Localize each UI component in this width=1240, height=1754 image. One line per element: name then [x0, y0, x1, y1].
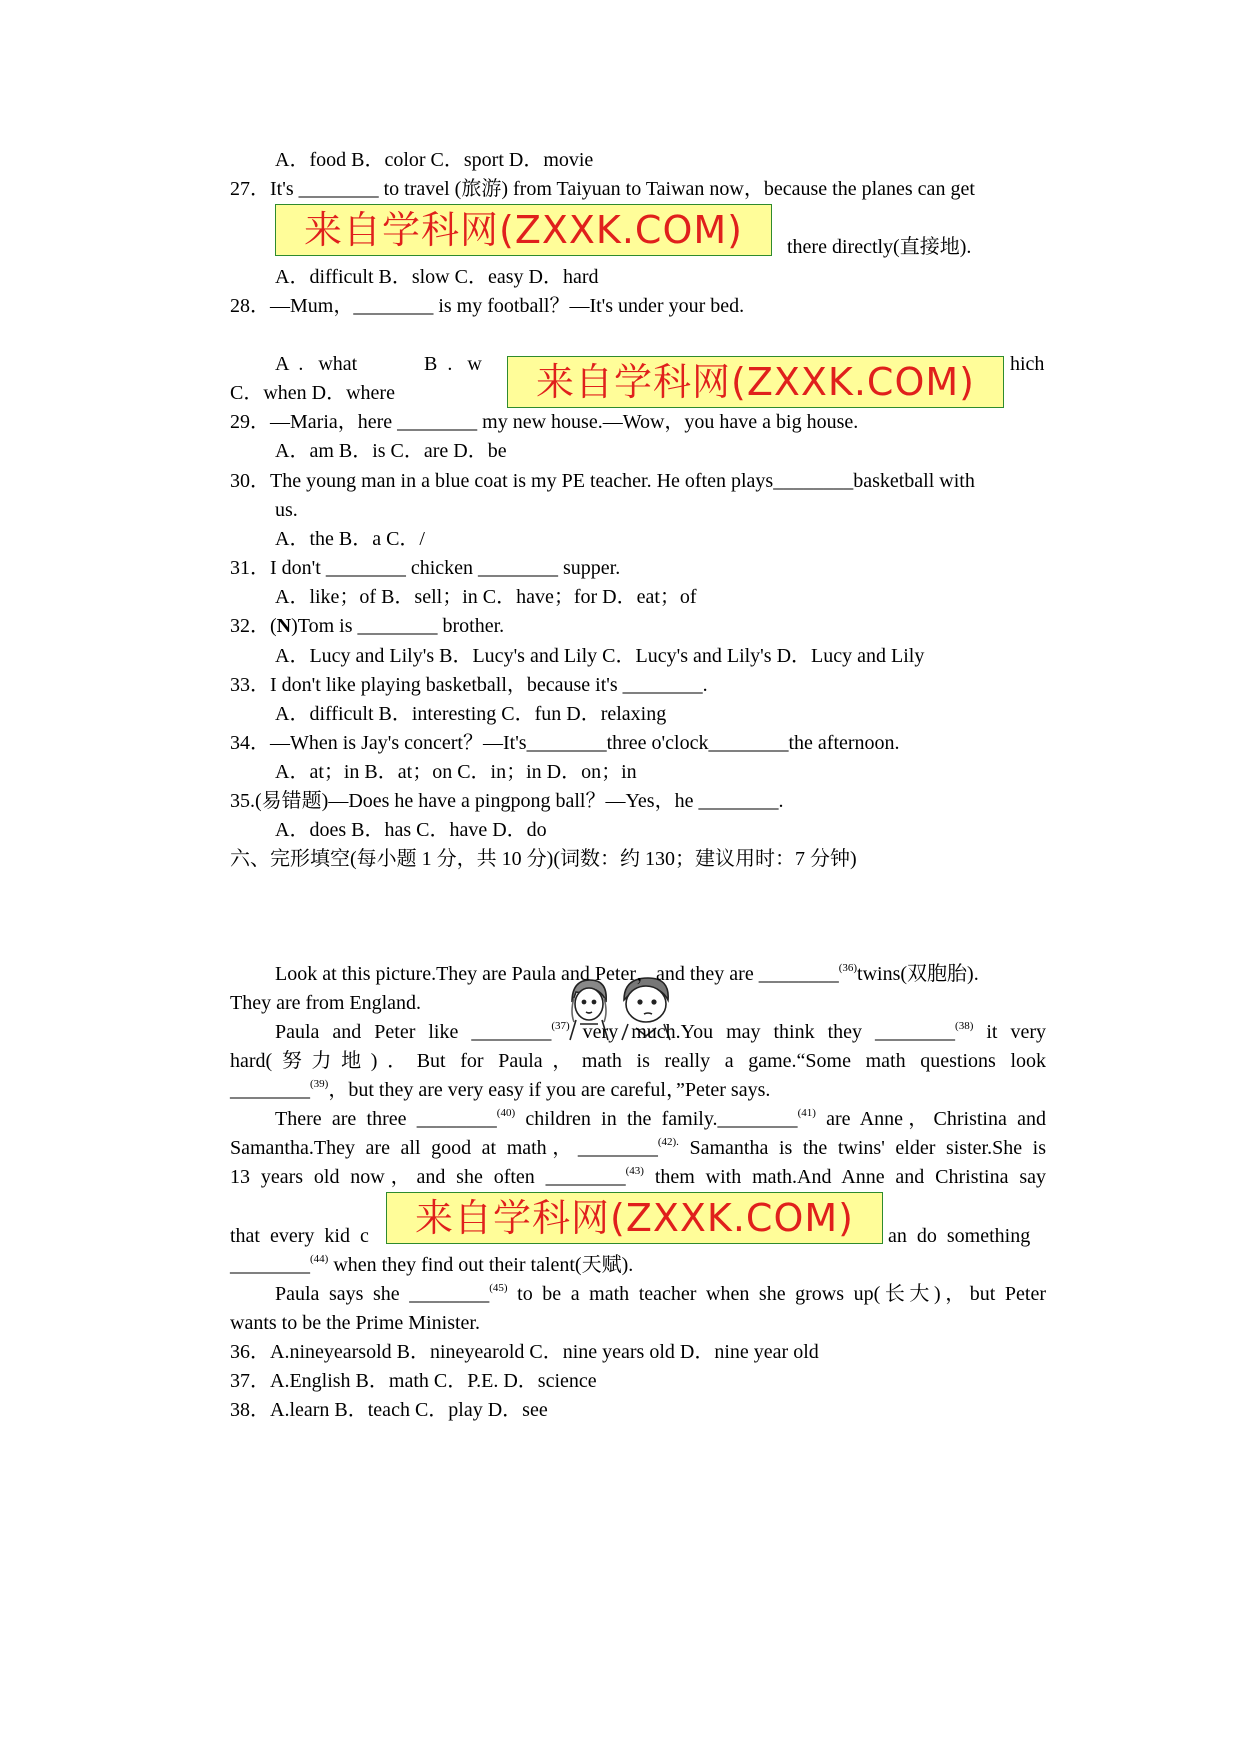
watermark-banner-1: 来自学科网(ZXXK.COM)	[275, 204, 772, 256]
q27-question: 27．It's ________ to travel (旅游) from Taiyuan to Taiwan now，because the planes can get	[230, 178, 975, 200]
q33-options: A．difficult B．interesting C．fun D．relaxing	[275, 703, 667, 725]
q28-option-tail: hich	[1010, 353, 1045, 375]
blank-37-marker: (37)	[551, 1020, 570, 1032]
q29-question: 29．—Maria，here ________ my new house.—Wow，you have a big house.	[230, 411, 859, 433]
passage-p2-line1: Paula and Peter like ________$^{(37)}$ very much.You may think they ________$^{(38)}$ it very	[275, 1020, 1046, 1043]
cloze-option-38: 38．A.learn B．teach C．play D．see	[230, 1399, 548, 1421]
blank-38-marker: (38)	[955, 1020, 974, 1032]
q31-question: 31．I don't ________ chicken ________ supper.	[230, 557, 621, 579]
q34-options: A．at；in B．at；on C．in；in D．on；in	[275, 761, 637, 783]
blank-43-marker: (43)	[625, 1165, 644, 1177]
blank-36-marker: (36)	[838, 962, 858, 974]
cloze-option-36: 36．A.nineyearsold B．nineyearold C．nine years old D．nine year old	[230, 1341, 819, 1363]
q29-options: A．am B．is C．are D．be	[275, 440, 507, 462]
q26-options: A．food B．color C．sport D．movie	[275, 149, 594, 171]
watermark-banner-2: 来自学科网(ZXXK.COM)	[507, 356, 1004, 408]
q28-option-b: B . w	[424, 353, 482, 375]
cloze-option-37: 37．A.English B．math C．P.E. D．science	[230, 1370, 597, 1392]
blank-41-marker: (41)	[797, 1107, 816, 1119]
blank-42-marker: (42).	[657, 1136, 679, 1148]
blank-40-marker: (40)	[496, 1107, 516, 1119]
passage-p3-line5: ________$^{(44)}$ when they find out their talent(天赋).	[230, 1253, 634, 1276]
q27-question-cont: there directly(直接地).	[787, 236, 972, 258]
q30-options: A．the B．a C．/	[275, 528, 425, 550]
q28-question: 28．—Mum，________ is my football？—It's under your bed.	[230, 295, 745, 317]
q27-options: A．difficult B．slow C．easy D．hard	[275, 266, 599, 288]
q28-options-line2: C．when D．where	[230, 382, 395, 404]
passage-p2-line3: ________$^{(39)}$，but they are very easy if you are careful，”Peter says.	[230, 1078, 771, 1101]
q30-question-cont: us.	[275, 499, 298, 521]
passage-p4-line2: wants to be the Prime Minister.	[230, 1312, 480, 1334]
passage-p3-line1: There are three ________$^{(40)}$ children in the family.________$^{(41)}$ are Anne，Christina and	[275, 1107, 1046, 1130]
passage-p3-line4b: an do something	[888, 1225, 1031, 1247]
q31-options: A．like；of B．sell；in C．have；for D．eat；of	[275, 586, 697, 608]
q28-option-a: A . what	[275, 353, 358, 375]
passage-p3-line2: Samantha.They are all good at math，________$^{(42).}$ Samantha is the twins' elder sister.She is	[230, 1136, 1046, 1159]
passage-p1-line1: Look at this picture.They are Paula and Peter，and they are ________$^{(36)}$twins(双胞胎).	[275, 962, 979, 985]
q34-question: 34．—When is Jay's concert？—It's________three o'clock________the afternoon.	[230, 732, 900, 754]
q33-question: 33．I don't like playing basketball，because it's ________.	[230, 674, 708, 696]
q32-question: 32．(N)Tom is ________ brother.	[230, 615, 505, 637]
passage-p3-line4a: that every kid c	[230, 1225, 369, 1247]
passage-p4-line1: Paula says she ________$^{(45)}$ to be a math teacher when she grows up(长大)，but Peter	[275, 1282, 1046, 1305]
blank-44-marker: (44)	[310, 1253, 329, 1265]
q35-question: 35.(易错题)—Does he have a pingpong ball？—Yes，he ________.	[230, 790, 784, 812]
passage-p2-line2: hard(努力地)．But for Paula，math is really a game.“Some math questions look	[230, 1050, 1046, 1072]
blank-39-marker: (39)	[310, 1078, 329, 1090]
watermark-banner-3: 来自学科网(ZXXK.COM)	[386, 1192, 883, 1244]
q32-options: A．Lucy and Lily's B．Lucy's and Lily C．Lucy's and Lily's D．Lucy and Lily	[275, 645, 925, 667]
q32-bold-marker: N	[276, 615, 292, 637]
q30-question: 30．The young man in a blue coat is my PE teacher. He often plays________basketball with	[230, 470, 975, 492]
section-6-title: 六、完形填空(每小题 1 分，共 10 分)(词数：约 130；建议用时：7 分钟)	[230, 848, 857, 870]
q35-options: A．does B．has C．have D．do	[275, 819, 547, 841]
passage-p3-line3: 13 years old now，and she often ________$^{(43)}$ them with math.And Anne and Christina say	[230, 1165, 1046, 1188]
blank-45-marker: (45)	[489, 1282, 508, 1294]
passage-p1-line2: They are from England.	[230, 992, 422, 1014]
